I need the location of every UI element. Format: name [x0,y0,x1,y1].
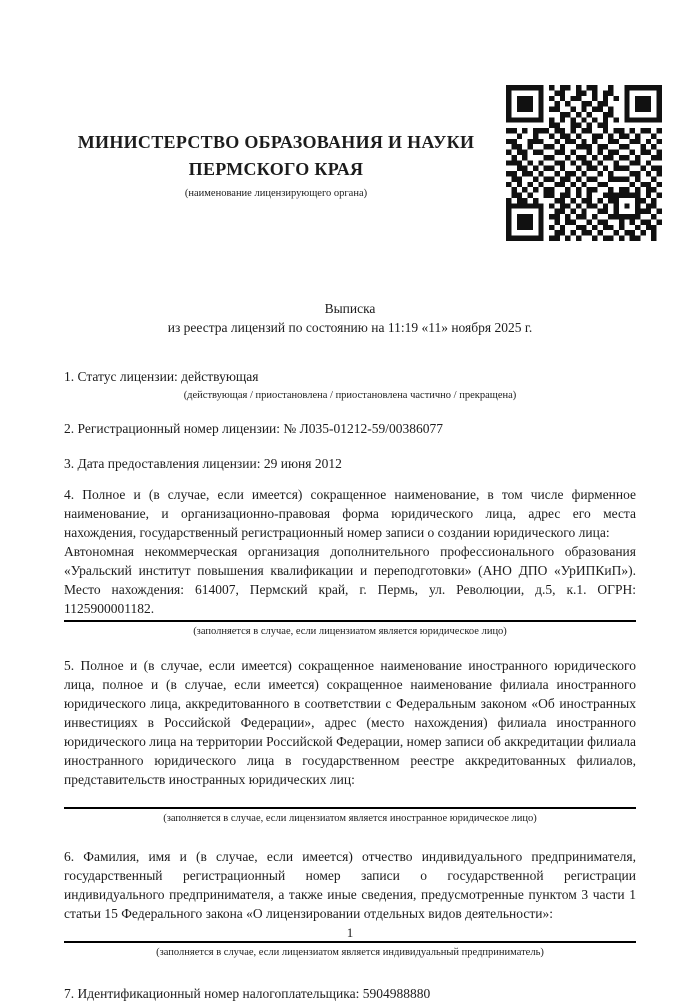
ministry-name-line1: МИНИСТЕРСТВО ОБРАЗОВАНИЯ И НАУКИ [77,132,475,152]
taxpayer-number-text: 7. Идентификационный номер налогоплательщика: 5904988880 [64,986,431,1001]
field-taxpayer-number [64,984,636,1003]
document-title-block [0,299,700,337]
licensing-authority-caption: (наименование лицензирующего органа) [184,188,368,199]
field-foreign-entity [64,656,636,825]
foreign-entity-rule [64,807,636,809]
foreign-entity-label: 5. Полное и (в случае, если имеется) сокращенное наименование иностранного юридического лица, полное и (в случае, если имеется) сокращенное наименование филиала иностранного юридического лица, аккредитованного в соответствии с Федеральным законом «Об иностранных инвестициях в Российской Федерации», адрес (место нахождения) филиала иностранного юридического лица на территории Российской Федерации, номер записи об аккредитации филиала иностранного юридического лица в государственном реестре аккредитованных филиалов, представительств иностранных юридических лиц: [64,658,636,787]
field-grant-date [64,454,636,473]
foreign-entity-caption: (заполняется в случае, если лицензиатом является иностранное юридическое лицо) [163,813,537,824]
ministry-name-line2: ПЕРМСКОГО КРАЯ [188,159,364,179]
individual-entrepreneur-caption: (заполняется в случае, если лицензиатом является индивидуальный предприниматель) [156,947,544,958]
registration-number-text: 2. Регистрационный номер лицензии: № Л035-01212-59/00386077 [64,421,444,436]
legal-entity-label: 4. Полное и (в случае, если имеется) сокращенное наименование, в том числе фирменное наименование, и организационно-правовая форма юридического лица, адрес его места нахождения, государственный регистрационный номер записи о создании юридического лица: [64,487,636,540]
individual-entrepreneur-rule [64,941,636,943]
license-status-text: 1. Статус лицензии: действующая [64,369,259,384]
license-status-caption: (действующая / приостановлена / приостановлена частично / прекращена) [183,390,517,401]
grant-date-text: 3. Дата предоставления лицензии: 29 июня 2012 [64,456,342,471]
document-subtitle: из реестра лицензий по состоянию на 11:19 «11» ноября 2025 г. [167,320,533,335]
field-license-status [64,367,636,402]
document-header [64,85,662,241]
document-title: Выписка [324,301,376,316]
page-number: 1 [346,925,354,940]
legal-entity-caption: (заполняется в случае, если лицензиатом является юридическое лицо) [193,626,507,637]
legal-entity-value: Автономная некоммерческая организация дополнительного профессионального образования «Уральский институт повышения квалификации и переподготовки» (АНО ДПО «УрИПКиП»). Место нахождения: 614007, Пермский край, г. Пермь, ул. Революции, д.5, к.1. ОГРН: 1125900001182. [64,544,636,616]
field-individual-entrepreneur [64,847,636,959]
legal-entity-rule [64,620,636,622]
licensing-authority-block [64,85,488,200]
individual-entrepreneur-label: 6. Фамилия, имя и (в случае, если имеется) отчество индивидуального предпринимателя, государственный регистрационный номер записи о государственной регистрации индивидуального предпринимателя, а также иные сведения, предусмотренные пунктом 3 части 1 статьи 15 Федерального закона «О лицензировании отдельных видов деятельности»: [64,849,636,921]
field-legal-entity [64,485,636,638]
document-body [64,367,636,1003]
qr-code [506,85,662,241]
qr-code-image [506,85,662,241]
field-registration-number [64,419,636,438]
